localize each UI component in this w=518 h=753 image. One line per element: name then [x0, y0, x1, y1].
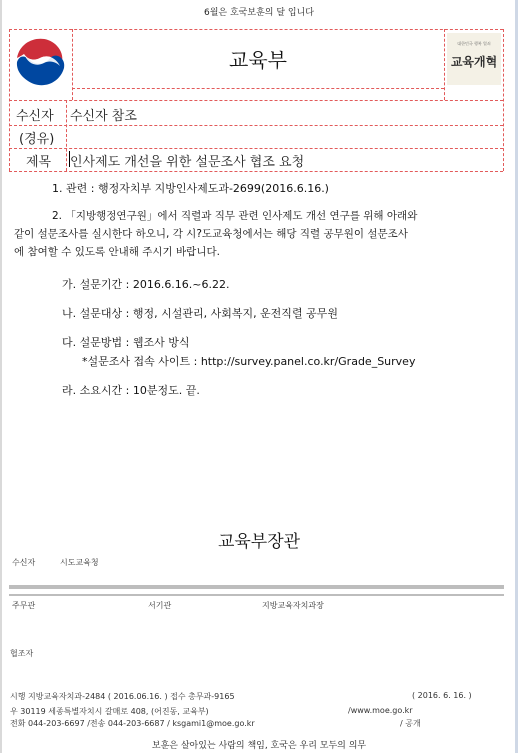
disclosure-status: / 공개	[400, 719, 421, 728]
footer-rule-1	[9, 585, 504, 589]
receipt-date: ( 2016. 6. 16. )	[412, 691, 472, 700]
header-vline-left	[9, 29, 10, 171]
body-item-2-line-2: 같이 설문조사를 실시한다 하오니, 각 시?도교육청에서는 해당 직렬 공무원이 설문조사	[14, 228, 408, 240]
logo-small-text: 대한민국 행복 열쇠	[457, 41, 491, 46]
body-item-1: 1. 관련 : 행정자치부 지방인사제도과-2699(2016.6.16.)	[52, 182, 329, 195]
header-line-bottom	[9, 100, 503, 101]
logo-main-text: 교육개혁	[450, 55, 498, 69]
footer-rule-2	[9, 594, 504, 596]
footer-recipients-label: 수신자	[12, 558, 36, 567]
education-reform-logo	[447, 33, 501, 85]
header-vline-right	[503, 29, 504, 171]
body-item-2-line-3: 에 참여할 수 있도록 안내해 주시기 바랍니다.	[14, 246, 220, 258]
contact-line: 전화 044-203-6697 /전송 044-203-6687 / ksgami1@moe.go.kr	[10, 719, 255, 728]
header-slogan: 6월은 호국보훈의 달 입니다	[204, 8, 314, 18]
via-label: (경유)	[19, 132, 55, 147]
footer-recipients-value: 시도교육청	[60, 558, 99, 567]
header-line-mid	[72, 88, 444, 89]
survey-site-line: *설문조사 접속 사이트 : http://survey.panel.co.kr/Grade_Survey	[82, 355, 416, 368]
header-vline-logo-right	[444, 29, 445, 100]
ministry-title: 교육부	[229, 48, 287, 72]
meta-line-3	[9, 171, 503, 172]
approver-1-role: 주무관	[12, 601, 36, 610]
subject-label: 제목	[26, 155, 52, 170]
cooperator-label: 협조자	[10, 649, 34, 658]
address-line: 우 30119 세종특별자치시 갈매로 408, (어진동, 교육부)	[10, 707, 209, 716]
approver-3-role: 지방교육자치과장	[262, 601, 324, 610]
sub-item-duration: 라. 소요시간 : 10분정도. 끝.	[62, 384, 200, 397]
approver-2-role: 서기관	[148, 601, 172, 610]
text-cursor	[69, 151, 70, 167]
sender-title: 교육부장관	[217, 532, 301, 552]
sub-item-method: 다. 설문방법 : 웹조사 방식	[62, 336, 190, 349]
header-line-top	[9, 29, 503, 30]
body-item-2-line-1: 2. 「지방행정연구원」에서 직렬과 직무 관련 인사제도 개선 연구를 위해 아래와	[52, 210, 418, 222]
meta-line-1	[9, 125, 503, 126]
recipient-label: 수신자	[16, 109, 54, 124]
website-link[interactable]: /www.moe.go.kr	[348, 706, 413, 715]
page-frame-left	[0, 0, 2, 753]
meta-line-2	[9, 148, 503, 149]
sub-item-target: 나. 설문대상 : 행정, 시설관리, 사회복지, 운전직렬 공무원	[62, 307, 338, 320]
bottom-slogan: 보훈은 살아있는 사람의 책임, 호국은 우리 모두의 의무	[151, 741, 367, 751]
subject-value: 인사제도 개선을 위한 설문조사 협조 요청	[70, 155, 305, 170]
enforcement-line: 시행 지방교육자치과-2484 ( 2016.06.16. ) 접수 총무과-9165	[10, 692, 235, 701]
recipient-value: 수신자 참조	[70, 109, 137, 124]
meta-vline-label	[66, 100, 67, 171]
government-emblem	[12, 32, 70, 90]
sub-item-period: 가. 설문기간 : 2016.6.16.~6.22.	[62, 278, 230, 291]
